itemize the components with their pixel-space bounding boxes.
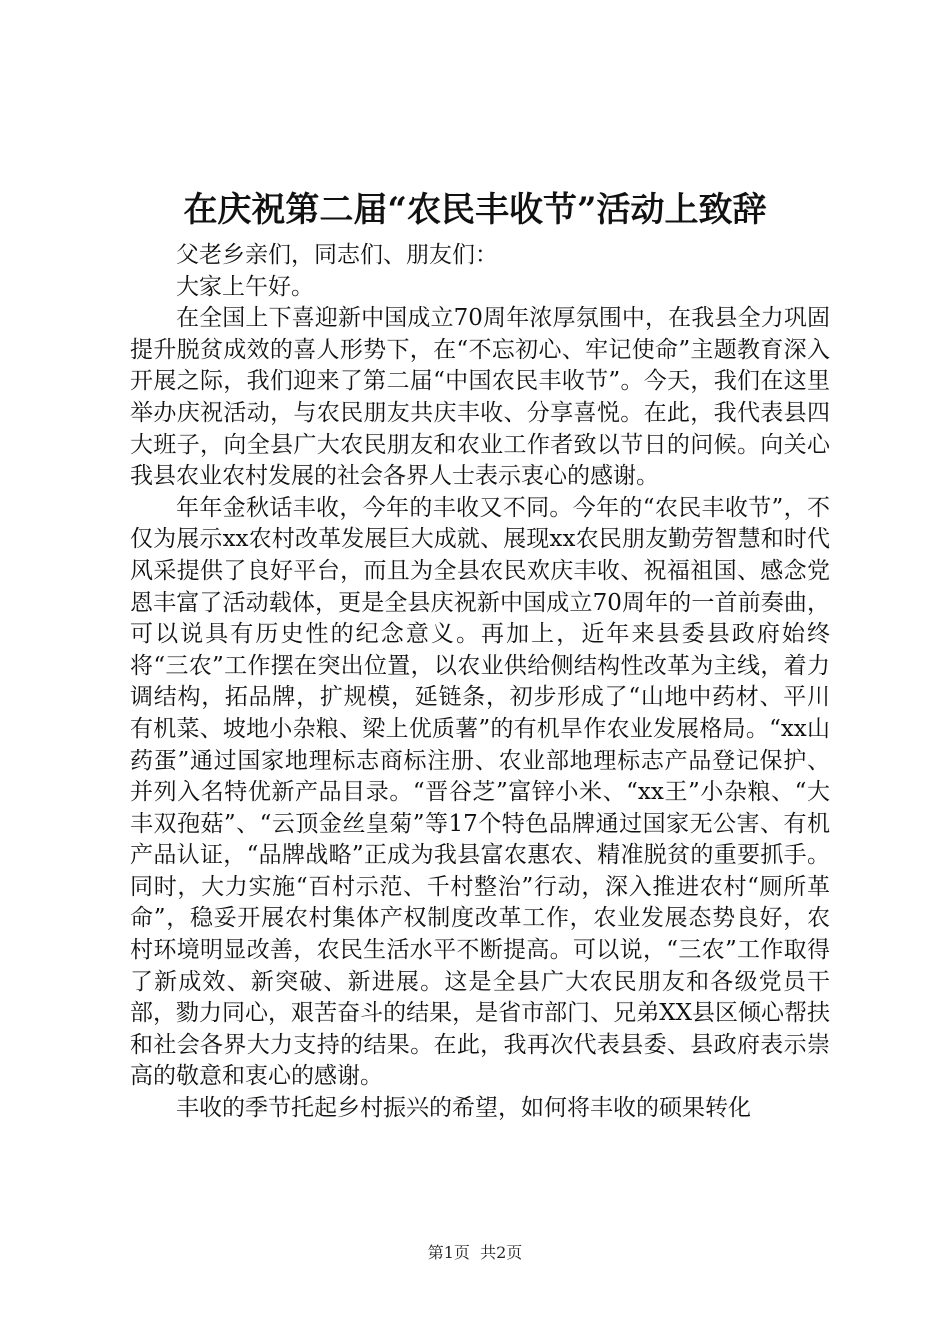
body-paragraph: 丰收的季节托起乡村振兴的希望，如何将丰收的硕果转化 [176,1095,751,1122]
page-number-label: 第1页 共2页 [427,1243,523,1262]
body-paragraph: 在全国上下喜迎新中国成立70周年浓厚氛围中，在我县全力巩固提升脱贫成效的喜人形势下，在“不忘初心、牢记使命”主题教育深入开展之际，我们迎来了第二届“中国农民丰收节”。今天，我们在这里举办庆祝活动，与农民朋友共庆丰收、分享喜悦。在此，我代表县四大班子，向全县广大农民朋友和农业工作者致以节日的问候。向关心我县农业农村发展的社会各界人士表示衷心的感谢。 [130,305,830,490]
document-title: 在庆祝第二届“农民丰收节”活动上致辞 [183,190,767,230]
salutation-paragraph: 父老乡亲们，同志们、朋友们： [176,242,498,268]
page-footer [0,1242,950,1264]
document-body [130,240,830,1125]
body-paragraph: 年年金秋话丰收，今年的丰收又不同。今年的“农民丰收节”，不仅为展示xx农村改革发展巨大成就、展现xx农民朋友勤劳智慧和时代风采提供了良好平台，而且为全县农民欢庆丰收、祝福祖国、感念党恩丰富了活动载体，更是全县庆祝新中国成立70周年的一首前奏曲，可以说具有历史性的纪念意义。再加上，近年来县委县政府始终将“三农”工作摆在突出位置，以农业供给侧结构性改革为主线，着力调结构，拓品牌，扩规模，延链条，初步形成了“山地中药材、平川有机菜、坡地小杂粮、梁上优质薯”的有机旱作农业发展格局。“xx山药蛋”通过国家地理标志商标注册、农业部地理标志产品登记保护、并列入名特优新产品目录。“晋谷芝”富锌小米、“xx王”小杂粮、“大丰双孢菇”、“云顶金丝皇菊”等17个特色品牌通过国家无公害、有机产品认证，“品牌战略”正成为我县富农惠农、精准脱贫的重要抓手。同时，大力实施“百村示范、千村整治”行动，深入推进农村“厕所革命”，稳妥开展农村集体产权制度改革工作，农业发展态势良好，农村环境明显改善，农民生活水平不断提高。可以说，“三农”工作取得了新成效、新突破、新进展。这是全县广大农民朋友和各级党员干部，勠力同心，艰苦奋斗的结果，是省市部门、兄弟XX县区倾心帮扶和社会各界大力支持的结果。在此，我再次代表县委、县政府表示崇高的敬意和衷心的感谢。 [130,494,830,1090]
greeting-paragraph: 大家上午好。 [176,273,314,300]
